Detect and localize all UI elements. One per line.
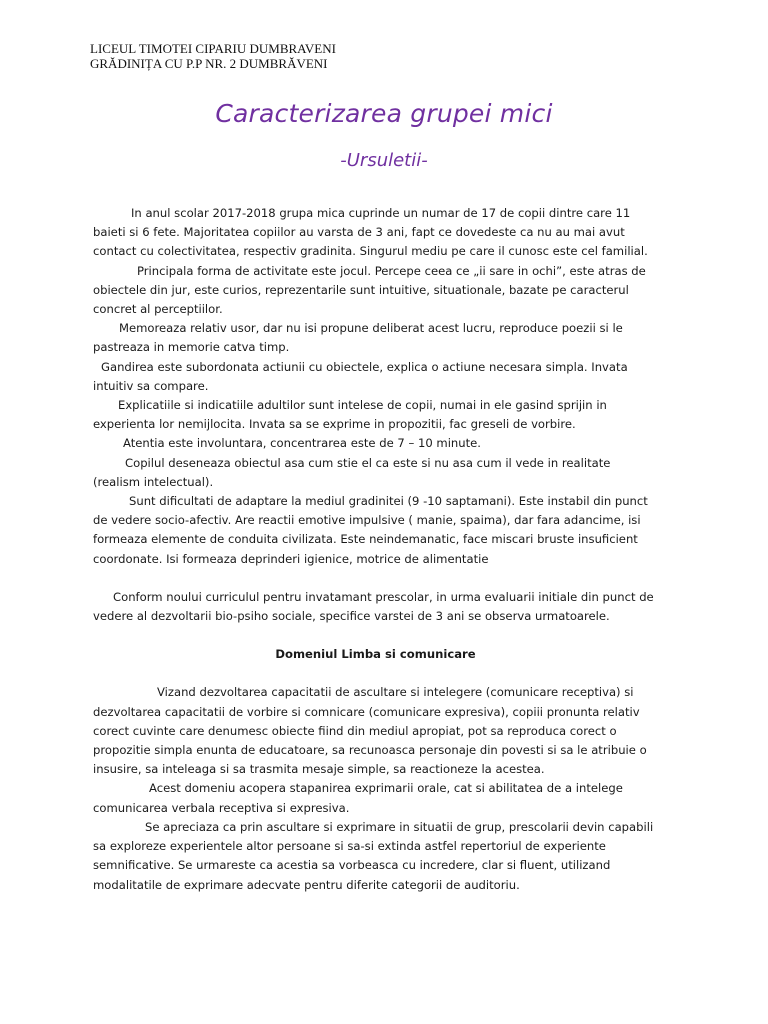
- section-paragraph: Vizand dezvoltarea capacitatii de ascultare si intelegere (comunicare receptiva) si dezvoltarea capacitatii de vorbire si comnicare (comunicare expresiva), copiii pronunta relativ corect cuvinte care denumesc obiecte fiind din mediul apropiat, pot sa reproduca corect o propozitie simpla enunta de educatoare, sa recunoasca personaje din povesti si sa le atribuie o insusire, sa inteleaga si sa trasmita mesaje simple, sa reactioneze la acestea.: [93, 685, 647, 777]
- paragraph: Sunt dificultati de adaptare la mediul gradinitei (9 -10 saptamani). Este instabil din punct de vedere socio-afectiv. Are reactii emotive impulsive ( manie, spaima), dar fara adancime, isi formeaza elemente de conduita civilizata. Este neindemanatic, face miscari bruste insuficient coordonate. Isi formeaza deprinderi igienice, motrice de alimentatie: [93, 494, 648, 566]
- paragraph: Explicatiile si indicatiile adultilor sunt intelese de copii, numai in ele gasind sprijin in experienta lor nemijlocita. Invata sa se exprime in propozitii, fac greseli de vorbire.: [93, 398, 607, 432]
- spacer: [93, 569, 658, 588]
- paragraph: Memoreaza relativ usor, dar nu isi propune deliberat acest lucru, reproduce poezii si le pastreaza in memorie catva timp.: [93, 321, 623, 355]
- document-body: [93, 204, 658, 895]
- page-subtitle: -Ursuletii-: [340, 150, 428, 171]
- section-heading: Domeniul Limba si comunicare: [275, 647, 476, 662]
- page-title: Caracterizarea grupei mici: [215, 99, 553, 128]
- paragraph: Gandirea este subordonata actiunii cu obiectele, explica o actiune necesara simpla. Invata intuitiv sa compare.: [93, 359, 628, 393]
- paragraph: Principala forma de activitate este jocul. Percepe ceea ce „ii sare in ochi”, este atras de obiectele din jur, este curios, reprezentarile sunt intuitive, situationale, bazate pe caracterul concret al perceptiilor.: [93, 263, 646, 317]
- kindergarten-name: GRĂDINIȚA CU P.P NR. 2 DUMBRĂVENI: [90, 56, 328, 71]
- paragraph: In anul scolar 2017-2018 grupa mica cuprinde un numar de 17 de copii dintre care 11 baieti si 6 fete. Majoritatea copiilor au varsta de 3 ani, fapt ce dovedeste ca nu au mai avut contact cu colectivitatea, respectiv gradinita. Singurul mediu pe care il cunosc este cel familial.: [93, 206, 648, 259]
- school-name: LICEUL TIMOTEI CIPARIU DUMBRAVENI: [90, 41, 336, 56]
- spacer: [93, 664, 658, 683]
- paragraph: Conform noului curriculul pentru invatamant prescolar, in urma evaluarii initiale din punct de vedere al dezvoltarii bio-psiho sociale, specifice varstei de 3 ani se observa urmatoarele.: [93, 589, 654, 624]
- school-header: [90, 41, 336, 71]
- paragraph: Copilul deseneaza obiectul asa cum stie el ca este si nu asa cum il vede in realitate (realism intelectual).: [93, 455, 611, 489]
- spacer: [93, 626, 658, 645]
- paragraph: Atentia este involuntara, concentrarea este de 7 – 10 minute.: [123, 436, 481, 451]
- section-paragraph: Acest domeniu acopera stapanirea exprimarii orale, cat si abilitatea de a intelege comunicarea verbala receptiva si expresiva.: [93, 781, 623, 815]
- section-paragraph: Se apreciaza ca prin ascultare si exprimare in situatii de grup, prescolarii devin capabili sa exploreze experientele altor persoane si sa-si extinda astfel repertoriul de experiente semnificative. Se urmareste ca acestia sa vorbeasca cu incredere, clar si fluent, utilizand modalitatile de exprimare adecvate pentru diferite categorii de auditoriu.: [93, 819, 654, 892]
